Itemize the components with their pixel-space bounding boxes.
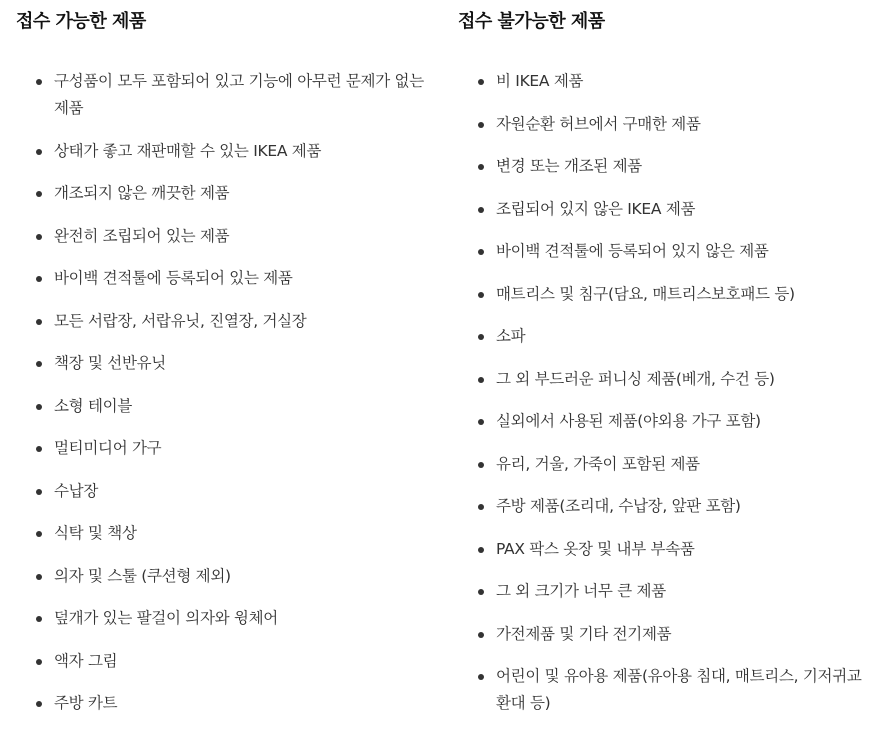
list-item bbox=[16, 350, 436, 377]
bullet-icon bbox=[36, 276, 42, 282]
list-item bbox=[458, 281, 868, 308]
rejected-list bbox=[458, 68, 868, 717]
list-item bbox=[458, 323, 868, 350]
bullet-icon bbox=[478, 292, 484, 298]
accepted-heading: 접수 가능한 제품 bbox=[16, 11, 146, 32]
bullet-icon bbox=[36, 701, 42, 707]
bullet-icon bbox=[36, 404, 42, 410]
list-item bbox=[458, 408, 868, 435]
list-item-text: 개조되지 않은 깨끗한 제품 bbox=[54, 184, 230, 202]
bullet-icon bbox=[36, 489, 42, 495]
bullet-icon bbox=[36, 319, 42, 325]
list-item bbox=[458, 196, 868, 223]
accepted-column bbox=[16, 0, 436, 733]
list-item-text: 모든 서랍장, 서랍유닛, 진열장, 거실장 bbox=[54, 311, 307, 330]
list-item bbox=[16, 265, 436, 292]
list-item-text: 상태가 좋고 재판매할 수 있는 IKEA 제품 bbox=[54, 141, 322, 160]
bullet-icon bbox=[36, 149, 42, 155]
list-item-text: 주방 카트 bbox=[54, 694, 118, 712]
list-item-text: 매트리스 및 침구(담요, 매트리스보호패드 등) bbox=[496, 284, 795, 303]
bullet-icon bbox=[36, 361, 42, 367]
list-item-text: 소형 테이블 bbox=[54, 396, 132, 415]
list-item bbox=[458, 366, 868, 393]
list-item-text: 의자 및 스툴 (쿠션형 제외) bbox=[54, 566, 231, 585]
bullet-icon bbox=[478, 79, 484, 85]
list-item bbox=[16, 605, 436, 632]
list-item bbox=[458, 238, 868, 265]
list-item-text: 책장 및 선반유닛 bbox=[54, 354, 166, 372]
list-item bbox=[16, 690, 436, 717]
bullet-icon bbox=[36, 234, 42, 240]
list-item-text: 바이백 견적툴에 등록되어 있지 않은 제품 bbox=[496, 242, 769, 260]
list-item-text: 덮개가 있는 팔걸이 의자와 윙체어 bbox=[54, 609, 278, 627]
list-item bbox=[16, 520, 436, 547]
list-item-text: 그 외 크기가 너무 큰 제품 bbox=[496, 582, 666, 600]
bullet-icon bbox=[478, 547, 484, 553]
bullet-icon bbox=[478, 164, 484, 170]
list-item bbox=[16, 435, 436, 462]
bullet-icon bbox=[478, 462, 484, 468]
list-item bbox=[16, 223, 436, 250]
bullet-icon bbox=[478, 674, 484, 680]
list-item-text: 조립되어 있지 않은 IKEA 제품 bbox=[496, 199, 696, 218]
list-item-text: 구성품이 모두 포함되어 있고 기능에 아무런 문제가 없는 제품 bbox=[54, 72, 424, 117]
list-item-text: 소파 bbox=[496, 327, 526, 345]
list-item-text: 멀티미디어 가구 bbox=[54, 439, 162, 457]
list-item-text: 변경 또는 개조된 제품 bbox=[496, 157, 642, 175]
list-item bbox=[16, 308, 436, 335]
list-item bbox=[16, 138, 436, 165]
list-item bbox=[458, 663, 868, 717]
list-item bbox=[458, 68, 868, 95]
list-item-text: 그 외 부드러운 퍼니싱 제품(베개, 수건 등) bbox=[496, 369, 775, 388]
bullet-icon bbox=[36, 574, 42, 580]
list-item-text: PAX 팍스 옷장 및 내부 부속품 bbox=[496, 539, 695, 558]
list-item bbox=[16, 478, 436, 505]
list-item bbox=[458, 111, 868, 138]
bullet-icon bbox=[36, 659, 42, 665]
bullet-icon bbox=[478, 334, 484, 340]
list-item-text: 자원순환 허브에서 구매한 제품 bbox=[496, 114, 701, 133]
list-item bbox=[16, 563, 436, 590]
list-item-text: 유리, 거울, 가죽이 포함된 제품 bbox=[496, 454, 700, 473]
list-item bbox=[16, 648, 436, 675]
list-item bbox=[16, 68, 436, 122]
bullet-icon bbox=[36, 531, 42, 537]
bullet-icon bbox=[478, 122, 484, 128]
accepted-list bbox=[16, 68, 436, 717]
list-item bbox=[16, 393, 436, 420]
list-item-text: 실외에서 사용된 제품(야외용 가구 포함) bbox=[496, 412, 761, 430]
list-item-text: 비 IKEA 제품 bbox=[496, 72, 584, 90]
bullet-icon bbox=[36, 79, 42, 85]
bullet-icon bbox=[478, 632, 484, 638]
rejected-column bbox=[458, 0, 868, 733]
bullet-icon bbox=[36, 446, 42, 452]
bullet-icon bbox=[36, 191, 42, 197]
list-item bbox=[16, 180, 436, 207]
bullet-icon bbox=[36, 616, 42, 622]
rejected-heading: 접수 불가능한 제품 bbox=[458, 11, 605, 32]
list-item bbox=[458, 153, 868, 180]
list-item-text: 완전히 조립되어 있는 제품 bbox=[54, 226, 230, 245]
list-item-text: 바이백 견적툴에 등록되어 있는 제품 bbox=[54, 269, 293, 287]
list-item-text: 식탁 및 책상 bbox=[54, 524, 137, 542]
list-item-text: 가전제품 및 기타 전기제품 bbox=[496, 624, 672, 643]
bullet-icon bbox=[478, 589, 484, 595]
bullet-icon bbox=[478, 207, 484, 213]
bullet-icon bbox=[478, 419, 484, 425]
bullet-icon bbox=[478, 249, 484, 255]
list-item bbox=[458, 578, 868, 605]
list-item bbox=[458, 536, 868, 563]
bullet-icon bbox=[478, 504, 484, 510]
list-item-text: 수납장 bbox=[54, 481, 99, 500]
list-item bbox=[458, 621, 868, 648]
list-item-text: 주방 제품(조리대, 수납장, 앞판 포함) bbox=[496, 497, 741, 515]
list-item-text: 어린이 및 유아용 제품(유아용 침대, 매트리스, 기저귀교환대 등) bbox=[496, 667, 862, 712]
list-item-text: 액자 그림 bbox=[54, 651, 118, 670]
bullet-icon bbox=[478, 377, 484, 383]
list-item bbox=[458, 493, 868, 520]
list-item bbox=[458, 451, 868, 478]
